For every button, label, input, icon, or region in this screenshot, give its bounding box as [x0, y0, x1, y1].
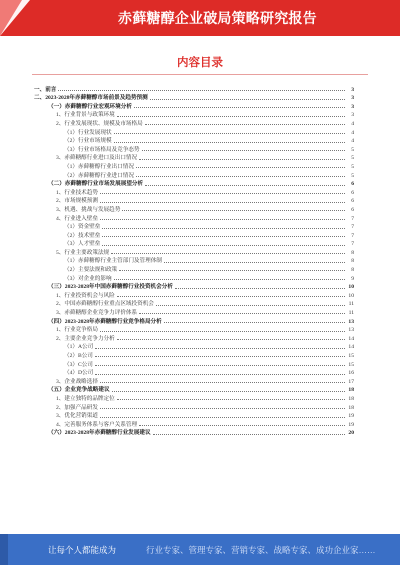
toc-entry-page: 4 — [351, 138, 354, 145]
toc-entry[interactable] — [34, 419, 354, 428]
toc-entry[interactable] — [34, 247, 354, 256]
toc-entry[interactable] — [34, 187, 354, 196]
toc-entry[interactable] — [34, 110, 354, 119]
toc-entry[interactable] — [34, 282, 354, 291]
toc-leader-dots — [117, 116, 345, 117]
report-header — [0, 0, 400, 36]
toc-entry[interactable] — [34, 127, 354, 136]
toc-entry[interactable] — [34, 213, 354, 222]
toc-entry-page: 20 — [348, 430, 354, 437]
toc-leader-dots — [119, 270, 345, 271]
toc-leader-dots — [111, 253, 345, 254]
toc-leader-dots — [100, 331, 345, 332]
toc-entry-page: 8 — [351, 249, 354, 256]
toc-entry-label: （1）赤藓糖醇行业主管部门及管理体制 — [64, 258, 162, 265]
toc-leader-dots — [100, 219, 345, 220]
toc-entry-label: （五）企业竞争战略建议 — [48, 387, 110, 394]
toc-entry[interactable] — [34, 144, 354, 153]
toc-leader-dots — [58, 90, 345, 91]
toc-entry-page: 18 — [348, 395, 354, 402]
toc-leader-dots — [136, 176, 345, 177]
toc-entry-label: 1、建立独特的品牌定位 — [56, 395, 115, 402]
toc-leader-dots — [153, 434, 345, 435]
toc-entry[interactable] — [34, 307, 354, 316]
toc-entry-page: 3 — [351, 103, 354, 110]
toc-entry-page: 14 — [348, 344, 354, 351]
toc-leader-dots — [134, 107, 345, 108]
toc-entry[interactable] — [34, 161, 354, 170]
toc-entry-page: 18 — [348, 387, 354, 394]
toc-entry[interactable] — [34, 333, 354, 342]
toc-leader-dots — [95, 356, 345, 357]
toc-leader-dots — [102, 228, 345, 229]
toc-leader-dots — [139, 313, 345, 314]
toc-entry-label: （六）2023-2028年赤藓糖醇行业发展建议 — [48, 430, 151, 437]
toc-entry-label: （1）赤藓糖醇行业出口情况 — [64, 163, 134, 170]
toc-entry-label: 2、中国赤藓糖醇行业重点区域投资机会 — [56, 301, 154, 308]
toc-entry-label: （3）对企业的影响 — [64, 275, 112, 282]
toc-entry-label: 4、完善服务体系与客户关系管理 — [56, 421, 138, 428]
toc-entry-page: 7 — [351, 224, 354, 231]
toc-leader-dots — [100, 193, 345, 194]
toc-entry-label: 3、赤藓糖醇企业竞争力评价体系 — [56, 310, 138, 317]
toc-entry-page: 13 — [348, 327, 354, 334]
toc-entry-page: 13 — [348, 318, 354, 325]
toc-entry[interactable] — [34, 101, 354, 110]
toc-entry[interactable] — [34, 264, 354, 273]
toc-leader-dots — [114, 133, 345, 134]
footer-stripe — [0, 534, 8, 565]
toc-entry-page: 17 — [348, 378, 354, 385]
toc-leader-dots — [102, 236, 345, 237]
toc-entry[interactable] — [34, 342, 354, 351]
toc-entry-page: 3 — [351, 112, 354, 119]
toc-entry-page: 6 — [351, 198, 354, 205]
toc-entry-page: 7 — [351, 232, 354, 239]
toc-leader-dots — [150, 99, 345, 100]
toc-entry-page: 15 — [348, 361, 354, 368]
toc-divider — [32, 74, 368, 75]
toc-entry-page: 19 — [348, 421, 354, 428]
toc-leader-dots — [175, 288, 345, 289]
toc-entry[interactable] — [34, 230, 354, 239]
toc-entry-page: 8 — [351, 267, 354, 274]
toc-entry-label: 一、前言 — [34, 86, 57, 93]
toc-entry-label: 3、优化营销渠道 — [56, 413, 98, 420]
toc-entry[interactable] — [34, 170, 354, 179]
toc-entry-label: 1、行业竞争格局 — [56, 327, 98, 334]
toc-entry[interactable] — [34, 196, 354, 205]
toc-entry-page: 7 — [351, 241, 354, 248]
toc-leader-dots — [100, 417, 345, 418]
toc-entry-label: （2）行业市场规模 — [64, 138, 112, 145]
toc-leader-dots — [136, 167, 345, 168]
toc-entry-page: 14 — [348, 335, 354, 342]
toc-entry[interactable] — [34, 299, 354, 308]
toc-entry[interactable] — [34, 136, 354, 145]
toc-leader-dots — [95, 348, 345, 349]
toc-entry[interactable] — [34, 256, 354, 265]
toc-entry-label: （2）技术壁垒 — [64, 232, 101, 239]
toc-entry-label: （三）2023-2028年中国赤藓糖醇行业投资机会分析 — [48, 284, 173, 291]
toc-entry-label: 2、主要企业竞争力分析 — [56, 335, 115, 342]
toc-entry-page: 16 — [348, 370, 354, 377]
toc-entry-page: 6 — [351, 189, 354, 196]
toc-entry-page: 9 — [351, 275, 354, 282]
toc-entry[interactable] — [34, 350, 354, 359]
footer-tagline: 行业专家、管理专家、营销专家、战略专家、成功企业家…… — [146, 545, 376, 555]
toc-entry-page: 4 — [351, 129, 354, 136]
toc-leader-dots — [114, 142, 345, 143]
toc-leader-dots — [139, 425, 345, 426]
toc-entry-page: 5 — [351, 155, 354, 162]
toc-entry[interactable] — [34, 393, 354, 402]
toc-entry-label: 2、加强产品研发 — [56, 404, 98, 411]
toc-entry[interactable] — [34, 118, 354, 127]
toc-leader-dots — [102, 245, 345, 246]
toc-leader-dots — [156, 305, 345, 306]
toc-entry-label: 1、行业技术趋势 — [56, 189, 98, 196]
toc-entry[interactable] — [34, 316, 354, 325]
toc-leader-dots — [122, 210, 345, 211]
toc-entry-label: （一）赤藓糖醇行业宏观环境分析 — [48, 103, 132, 110]
table-of-contents — [34, 84, 354, 436]
toc-entry[interactable] — [34, 368, 354, 377]
toc-entry-label: 3、企业战略选择 — [56, 378, 98, 385]
toc-leader-dots — [164, 322, 345, 323]
toc-entry-label: 4、行业进入壁垒 — [56, 215, 98, 222]
toc-entry[interactable] — [34, 179, 354, 188]
toc-entry-page: 15 — [348, 353, 354, 359]
toc-entry[interactable] — [34, 273, 354, 282]
toc-entry-page: 5 — [351, 163, 354, 170]
toc-entry-label: （四）2023-2028年赤藓糖醇行业竞争格局分析 — [48, 318, 162, 325]
toc-entry-label: （4）D公司 — [64, 370, 94, 377]
toc-entry-page: 6 — [351, 181, 354, 188]
toc-entry-label: 3、机遇、挑战与发展趋势 — [56, 206, 121, 213]
toc-entry-label: 3、赤藓糖醇行业进口及出口情况 — [56, 155, 138, 162]
toc-entry-label: （3）人才壁垒 — [64, 241, 101, 248]
toc-entry-label: 1、行业投资机会与风险 — [56, 292, 115, 299]
toc-leader-dots — [142, 150, 345, 151]
toc-entry[interactable] — [34, 385, 354, 394]
toc-entry-label: （1）资金壁垒 — [64, 224, 101, 231]
toc-entry-page: 4 — [351, 120, 354, 127]
toc-entry-label: 二、2023-2028年赤藓糖醇市场前景及趋势预测 — [34, 95, 148, 102]
toc-entry-page: 3 — [351, 95, 354, 102]
toc-entry[interactable] — [34, 204, 354, 213]
toc-entry-page: 19 — [348, 413, 354, 420]
toc-entry[interactable] — [34, 222, 354, 231]
toc-entry[interactable] — [34, 84, 354, 93]
toc-entry-page: 3 — [351, 86, 354, 93]
toc-entry-page: 10 — [348, 284, 354, 291]
toc-leader-dots — [145, 124, 345, 125]
toc-entry-page: 5 — [351, 146, 354, 153]
toc-leader-dots — [100, 202, 345, 203]
toc-leader-dots — [100, 408, 345, 409]
toc-entry[interactable] — [34, 428, 354, 437]
toc-leader-dots — [95, 374, 345, 375]
toc-leader-dots — [112, 391, 345, 392]
toc-leader-dots — [100, 382, 345, 383]
header-corner-accent — [0, 0, 22, 36]
toc-entry-label: 2、市场规模预测 — [56, 198, 98, 205]
toc-entry-label: （3）行业市场格局及竞争态势 — [64, 146, 140, 153]
toc-leader-dots — [145, 185, 345, 186]
toc-entry[interactable] — [34, 411, 354, 420]
toc-entry-page: 11 — [348, 301, 354, 308]
toc-entry[interactable] — [34, 239, 354, 248]
toc-entry[interactable] — [34, 290, 354, 299]
toc-entry[interactable] — [34, 376, 354, 385]
toc-leader-dots — [139, 159, 345, 160]
toc-entry[interactable] — [34, 325, 354, 334]
toc-entry-page: 11 — [348, 310, 354, 317]
toc-leader-dots — [117, 399, 345, 400]
toc-entry-label: （3）C公司 — [64, 361, 93, 368]
toc-leader-dots — [117, 339, 345, 340]
toc-entry-page: 18 — [348, 404, 354, 411]
toc-leader-dots — [114, 279, 345, 280]
toc-leader-dots — [95, 365, 345, 366]
report-title: 赤藓糖醇企业破局策略研究报告 — [118, 10, 317, 26]
toc-entry-label: （2）主要法规和政策 — [64, 267, 118, 274]
toc-entry-label: （二）赤藓糖醇行业市场发展展望分析 — [48, 181, 144, 188]
toc-entry[interactable] — [34, 93, 354, 102]
toc-entry-label: （2）赤藓糖醇行业进口情况 — [64, 172, 134, 179]
toc-entry-label: 2、行业发展现状、规模及市场格局 — [56, 120, 143, 127]
toc-entry-label: （1）行业发展现状 — [64, 129, 112, 136]
toc-leader-dots — [164, 262, 345, 263]
toc-entry-page: 7 — [351, 215, 354, 222]
toc-heading: 内容目录 — [177, 57, 223, 69]
toc-entry-label: 1、行业背景与政策环境 — [56, 112, 115, 119]
footer-slogan: 让每个人都能成为 — [48, 545, 117, 555]
toc-entry-page: 8 — [351, 258, 354, 265]
toc-entry-label: 5、行业主要政策法规 — [56, 249, 110, 256]
toc-entry-label: （1）A公司 — [64, 344, 94, 351]
toc-entry[interactable] — [34, 359, 354, 368]
toc-entry-page: 5 — [351, 172, 354, 179]
toc-entry-label: （2）B公司 — [64, 353, 93, 359]
toc-entry[interactable] — [34, 153, 354, 162]
toc-entry-page: 6 — [351, 206, 354, 213]
toc-entry-page: 10 — [348, 292, 354, 299]
toc-entry[interactable] — [34, 402, 354, 411]
toc-leader-dots — [117, 296, 345, 297]
page-footer — [0, 534, 400, 565]
